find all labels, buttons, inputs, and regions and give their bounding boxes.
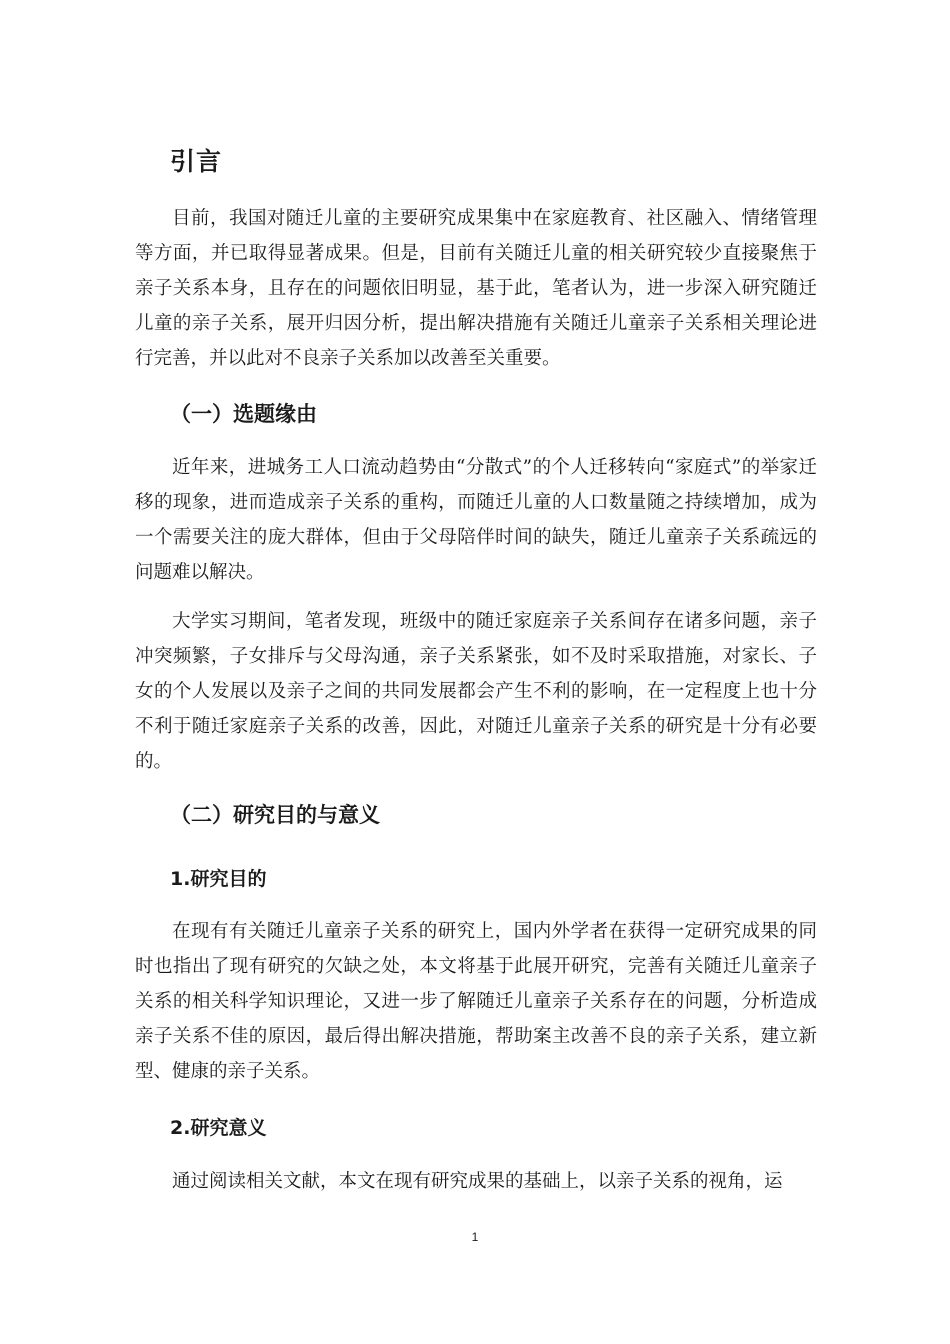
page-heading: 引言 bbox=[170, 147, 223, 176]
section-title-topic-origin: （一）选题缘由 bbox=[170, 402, 317, 426]
page-number: 1 bbox=[471, 1230, 479, 1244]
section-title-purpose-significance: （二）研究目的与意义 bbox=[170, 803, 380, 827]
intro-paragraph: 目前，我国对随迁儿童的主要研究成果集中在家庭教育、社区融入、情绪管理等方面，并已取得显著成果。但是，目前有关随迁儿童的相关研究较少直接聚焦于亲子关系本身，且存在的问题依旧明显，基于此，笔者认为，进一步深入研究随迁儿童的亲子关系，展开归因分析，提出解决措施有关随迁儿童亲子关系相关理论进行完善，并以此对不良亲子关系加以改善至关重要。 bbox=[135, 208, 817, 369]
body-paragraph: 大学实习期间，笔者发现，班级中的随迁家庭亲子关系间存在诸多问题，亲子冲突频繁，子女排斥与父母沟通，亲子关系紧张，如不及时采取措施，对家长、子女的个人发展以及亲子之间的共同发展都会产生不利的影响，在一定程度上也十分不利于随迁家庭亲子关系的改善，因此，对随迁儿童亲子关系的研究是十分有必要的。 bbox=[135, 611, 817, 772]
body-paragraph: 在现有有关随迁儿童亲子关系的研究上，国内外学者在获得一定研究成果的同时也指出了现有研究的欠缺之处，本文将基于此展开研究，完善有关随迁儿童亲子关系的相关科学知识理论，又进一步了解随迁儿童亲子关系存在的问题，分析造成亲子关系不佳的原因，最后得出解决措施，帮助案主改善不良的亲子关系，建立新型、健康的亲子关系。 bbox=[135, 921, 817, 1082]
subsection-title-purpose: 1.研究目的 bbox=[170, 868, 267, 890]
subsection-title-significance: 2.研究意义 bbox=[170, 1117, 267, 1139]
body-paragraph: 通过阅读相关文献，本文在现有研究成果的基础上，以亲子关系的视角，运 bbox=[172, 1171, 783, 1192]
body-paragraph: 近年来，进城务工人口流动趋势由“分散式”的个人迁移转向“家庭式”的举家迁移的现象，进而造成亲子关系的重构，而随迁儿童的人口数量随之持续增加，成为一个需要关注的庞大群体，但由于父母陪伴时间的缺失，随迁儿童亲子关系疏远的问题难以解决。 bbox=[135, 457, 817, 583]
